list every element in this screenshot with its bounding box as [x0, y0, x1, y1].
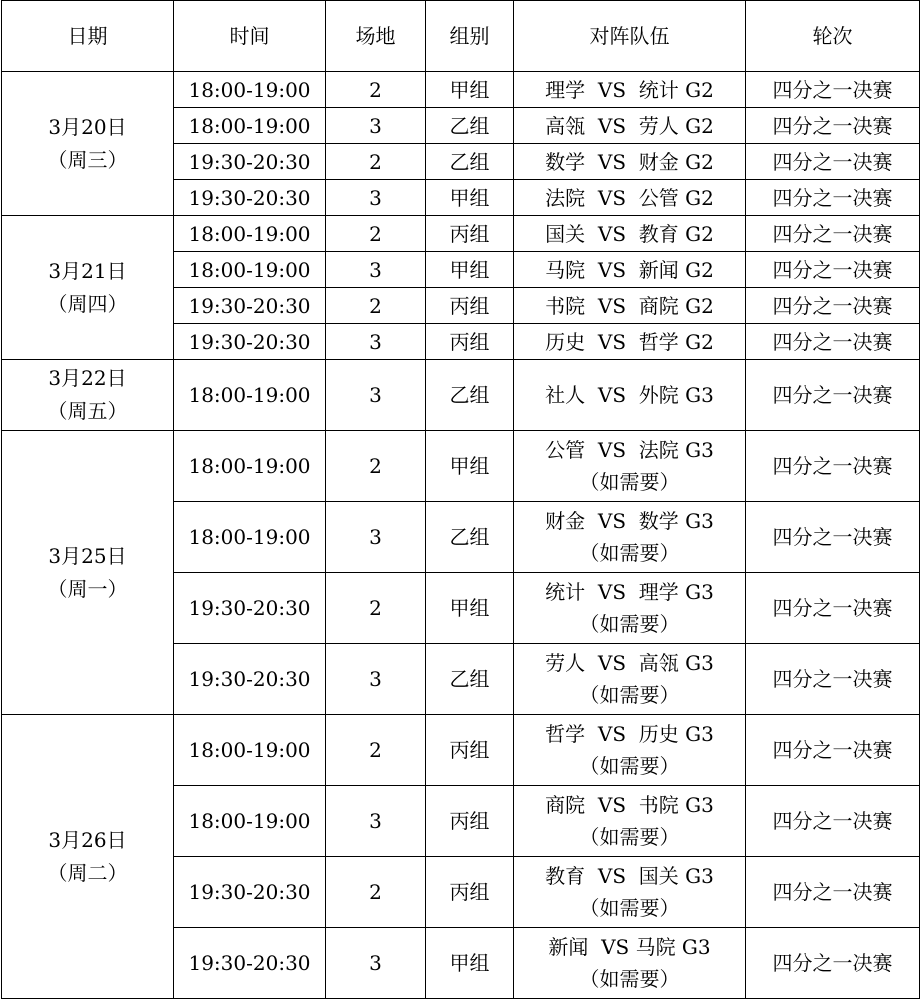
- venue-cell: 3: [326, 252, 426, 288]
- match-note: （如需要）: [579, 825, 680, 849]
- match-note: （如需要）: [579, 470, 680, 494]
- round-cell: 四分之一决赛: [746, 144, 920, 180]
- date-label: 3月21日: [48, 258, 127, 283]
- group-cell: 甲组: [426, 928, 514, 999]
- group-cell: 甲组: [426, 72, 514, 108]
- venue-cell: 3: [326, 360, 426, 431]
- weekday-label: （周四）: [47, 291, 128, 316]
- weekday-label: （周五）: [47, 399, 128, 423]
- match-teams: 统计 VS 理学 G3: [545, 580, 714, 604]
- weekday-label: （周一）: [47, 576, 128, 601]
- match-note: （如需要）: [579, 896, 680, 920]
- time-cell: 18:00-19:00: [174, 216, 326, 252]
- round-cell: 四分之一决赛: [746, 180, 920, 216]
- venue-cell: 2: [326, 715, 426, 786]
- venue-cell: 3: [326, 786, 426, 857]
- date-cell: [2, 216, 174, 360]
- header-row: [2, 1, 920, 72]
- match-cell: [514, 857, 746, 928]
- round-cell: 四分之一决赛: [746, 431, 920, 502]
- venue-cell: 3: [326, 644, 426, 715]
- match-cell: [514, 288, 746, 324]
- table-row: [2, 431, 920, 502]
- match-teams: 数学 VS 财金 G2: [545, 149, 714, 174]
- match-teams: 新闻 VS 马院 G3: [548, 935, 711, 959]
- date-cell: [2, 715, 174, 999]
- match-note: （如需要）: [579, 541, 680, 565]
- venue-cell: 2: [326, 216, 426, 252]
- match-cell: [514, 573, 746, 644]
- match-cell: [514, 360, 746, 431]
- schedule-body: [2, 72, 920, 999]
- venue-cell: 2: [326, 573, 426, 644]
- time-cell: 18:00-19:00: [174, 252, 326, 288]
- venue-cell: 3: [326, 324, 426, 360]
- group-cell: 乙组: [426, 108, 514, 144]
- match-teams: 国关 VS 教育 G2: [545, 221, 714, 246]
- header-group: 组别: [426, 1, 514, 72]
- time-cell: 19:30-20:30: [174, 180, 326, 216]
- date-cell: [2, 431, 174, 715]
- time-cell: 18:00-19:00: [174, 431, 326, 502]
- round-cell: 四分之一决赛: [746, 928, 920, 999]
- time-cell: 18:00-19:00: [174, 72, 326, 108]
- date-cell: [2, 72, 174, 216]
- header-time: 时间: [174, 1, 326, 72]
- header-match: 对阵队伍: [514, 1, 746, 72]
- match-teams: 财金 VS 数学 G3: [545, 509, 714, 533]
- match-note: （如需要）: [579, 683, 680, 707]
- round-cell: 四分之一决赛: [746, 216, 920, 252]
- group-cell: 甲组: [426, 252, 514, 288]
- venue-cell: 2: [326, 431, 426, 502]
- venue-cell: 2: [326, 288, 426, 324]
- round-cell: 四分之一决赛: [746, 108, 920, 144]
- group-cell: 乙组: [426, 144, 514, 180]
- match-cell: [514, 928, 746, 999]
- round-cell: 四分之一决赛: [746, 573, 920, 644]
- round-cell: 四分之一决赛: [746, 252, 920, 288]
- round-cell: 四分之一决赛: [746, 324, 920, 360]
- date-label: 3月26日: [48, 827, 127, 852]
- group-cell: 乙组: [426, 502, 514, 573]
- match-cell: [514, 216, 746, 252]
- round-cell: 四分之一决赛: [746, 644, 920, 715]
- round-cell: 四分之一决赛: [746, 288, 920, 324]
- match-cell: [514, 252, 746, 288]
- match-teams: 劳人 VS 高瓴 G3: [545, 651, 714, 675]
- round-cell: 四分之一决赛: [746, 786, 920, 857]
- match-teams: 书院 VS 商院 G2: [545, 293, 714, 318]
- match-cell: [514, 644, 746, 715]
- match-cell: [514, 715, 746, 786]
- match-teams: 法院 VS 公管 G2: [545, 185, 714, 210]
- time-cell: 19:30-20:30: [174, 144, 326, 180]
- round-cell: 四分之一决赛: [746, 502, 920, 573]
- schedule-table: [1, 0, 920, 999]
- time-cell: 19:30-20:30: [174, 928, 326, 999]
- match-teams: 历史 VS 哲学 G2: [545, 329, 714, 354]
- weekday-label: （周二）: [47, 860, 128, 885]
- match-teams: 马院 VS 新闻 G2: [545, 257, 714, 282]
- venue-cell: 2: [326, 72, 426, 108]
- match-cell: [514, 180, 746, 216]
- match-note: （如需要）: [579, 754, 680, 778]
- table-row: [2, 72, 920, 108]
- match-cell: [514, 72, 746, 108]
- time-cell: 19:30-20:30: [174, 857, 326, 928]
- time-cell: 18:00-19:00: [174, 108, 326, 144]
- venue-cell: 3: [326, 108, 426, 144]
- venue-cell: 2: [326, 857, 426, 928]
- group-cell: 丙组: [426, 288, 514, 324]
- time-cell: 19:30-20:30: [174, 573, 326, 644]
- group-cell: 丙组: [426, 324, 514, 360]
- time-cell: 18:00-19:00: [174, 360, 326, 431]
- time-cell: 19:30-20:30: [174, 288, 326, 324]
- match-teams: 理学 VS 统计 G2: [545, 77, 714, 102]
- match-cell: [514, 431, 746, 502]
- match-teams: 哲学 VS 历史 G3: [545, 722, 714, 746]
- match-cell: [514, 144, 746, 180]
- group-cell: 甲组: [426, 431, 514, 502]
- time-cell: 19:30-20:30: [174, 644, 326, 715]
- round-cell: 四分之一决赛: [746, 715, 920, 786]
- table-row: [2, 360, 920, 431]
- match-cell: [514, 502, 746, 573]
- date-label: 3月20日: [48, 114, 127, 139]
- group-cell: 甲组: [426, 573, 514, 644]
- match-teams: 社人 VS 外院 G3: [545, 383, 714, 407]
- match-teams: 教育 VS 国关 G3: [545, 864, 714, 888]
- header-venue: 场地: [326, 1, 426, 72]
- match-teams: 商院 VS 书院 G3: [545, 793, 714, 817]
- venue-cell: 2: [326, 144, 426, 180]
- venue-cell: 3: [326, 180, 426, 216]
- time-cell: 18:00-19:00: [174, 502, 326, 573]
- match-teams: 高瓴 VS 劳人 G2: [545, 113, 714, 138]
- date-label: 3月22日: [48, 366, 127, 390]
- table-row: [2, 216, 920, 252]
- round-cell: 四分之一决赛: [746, 857, 920, 928]
- header-date: 日期: [2, 1, 174, 72]
- group-cell: 丙组: [426, 216, 514, 252]
- weekday-label: （周三）: [47, 147, 128, 172]
- match-cell: [514, 786, 746, 857]
- time-cell: 19:30-20:30: [174, 324, 326, 360]
- date-cell: [2, 360, 174, 431]
- table-row: [2, 715, 920, 786]
- match-teams: 公管 VS 法院 G3: [545, 438, 714, 462]
- time-cell: 18:00-19:00: [174, 715, 326, 786]
- time-cell: 18:00-19:00: [174, 786, 326, 857]
- match-cell: [514, 108, 746, 144]
- round-cell: 四分之一决赛: [746, 360, 920, 431]
- group-cell: 丙组: [426, 857, 514, 928]
- round-cell: 四分之一决赛: [746, 72, 920, 108]
- match-cell: [514, 324, 746, 360]
- date-label: 3月25日: [48, 543, 127, 568]
- group-cell: 丙组: [426, 715, 514, 786]
- header-round: 轮次: [746, 1, 920, 72]
- group-cell: 甲组: [426, 180, 514, 216]
- match-note: （如需要）: [579, 967, 680, 991]
- match-note: （如需要）: [579, 612, 680, 636]
- group-cell: 乙组: [426, 644, 514, 715]
- group-cell: 乙组: [426, 360, 514, 431]
- venue-cell: 3: [326, 928, 426, 999]
- venue-cell: 3: [326, 502, 426, 573]
- group-cell: 丙组: [426, 786, 514, 857]
